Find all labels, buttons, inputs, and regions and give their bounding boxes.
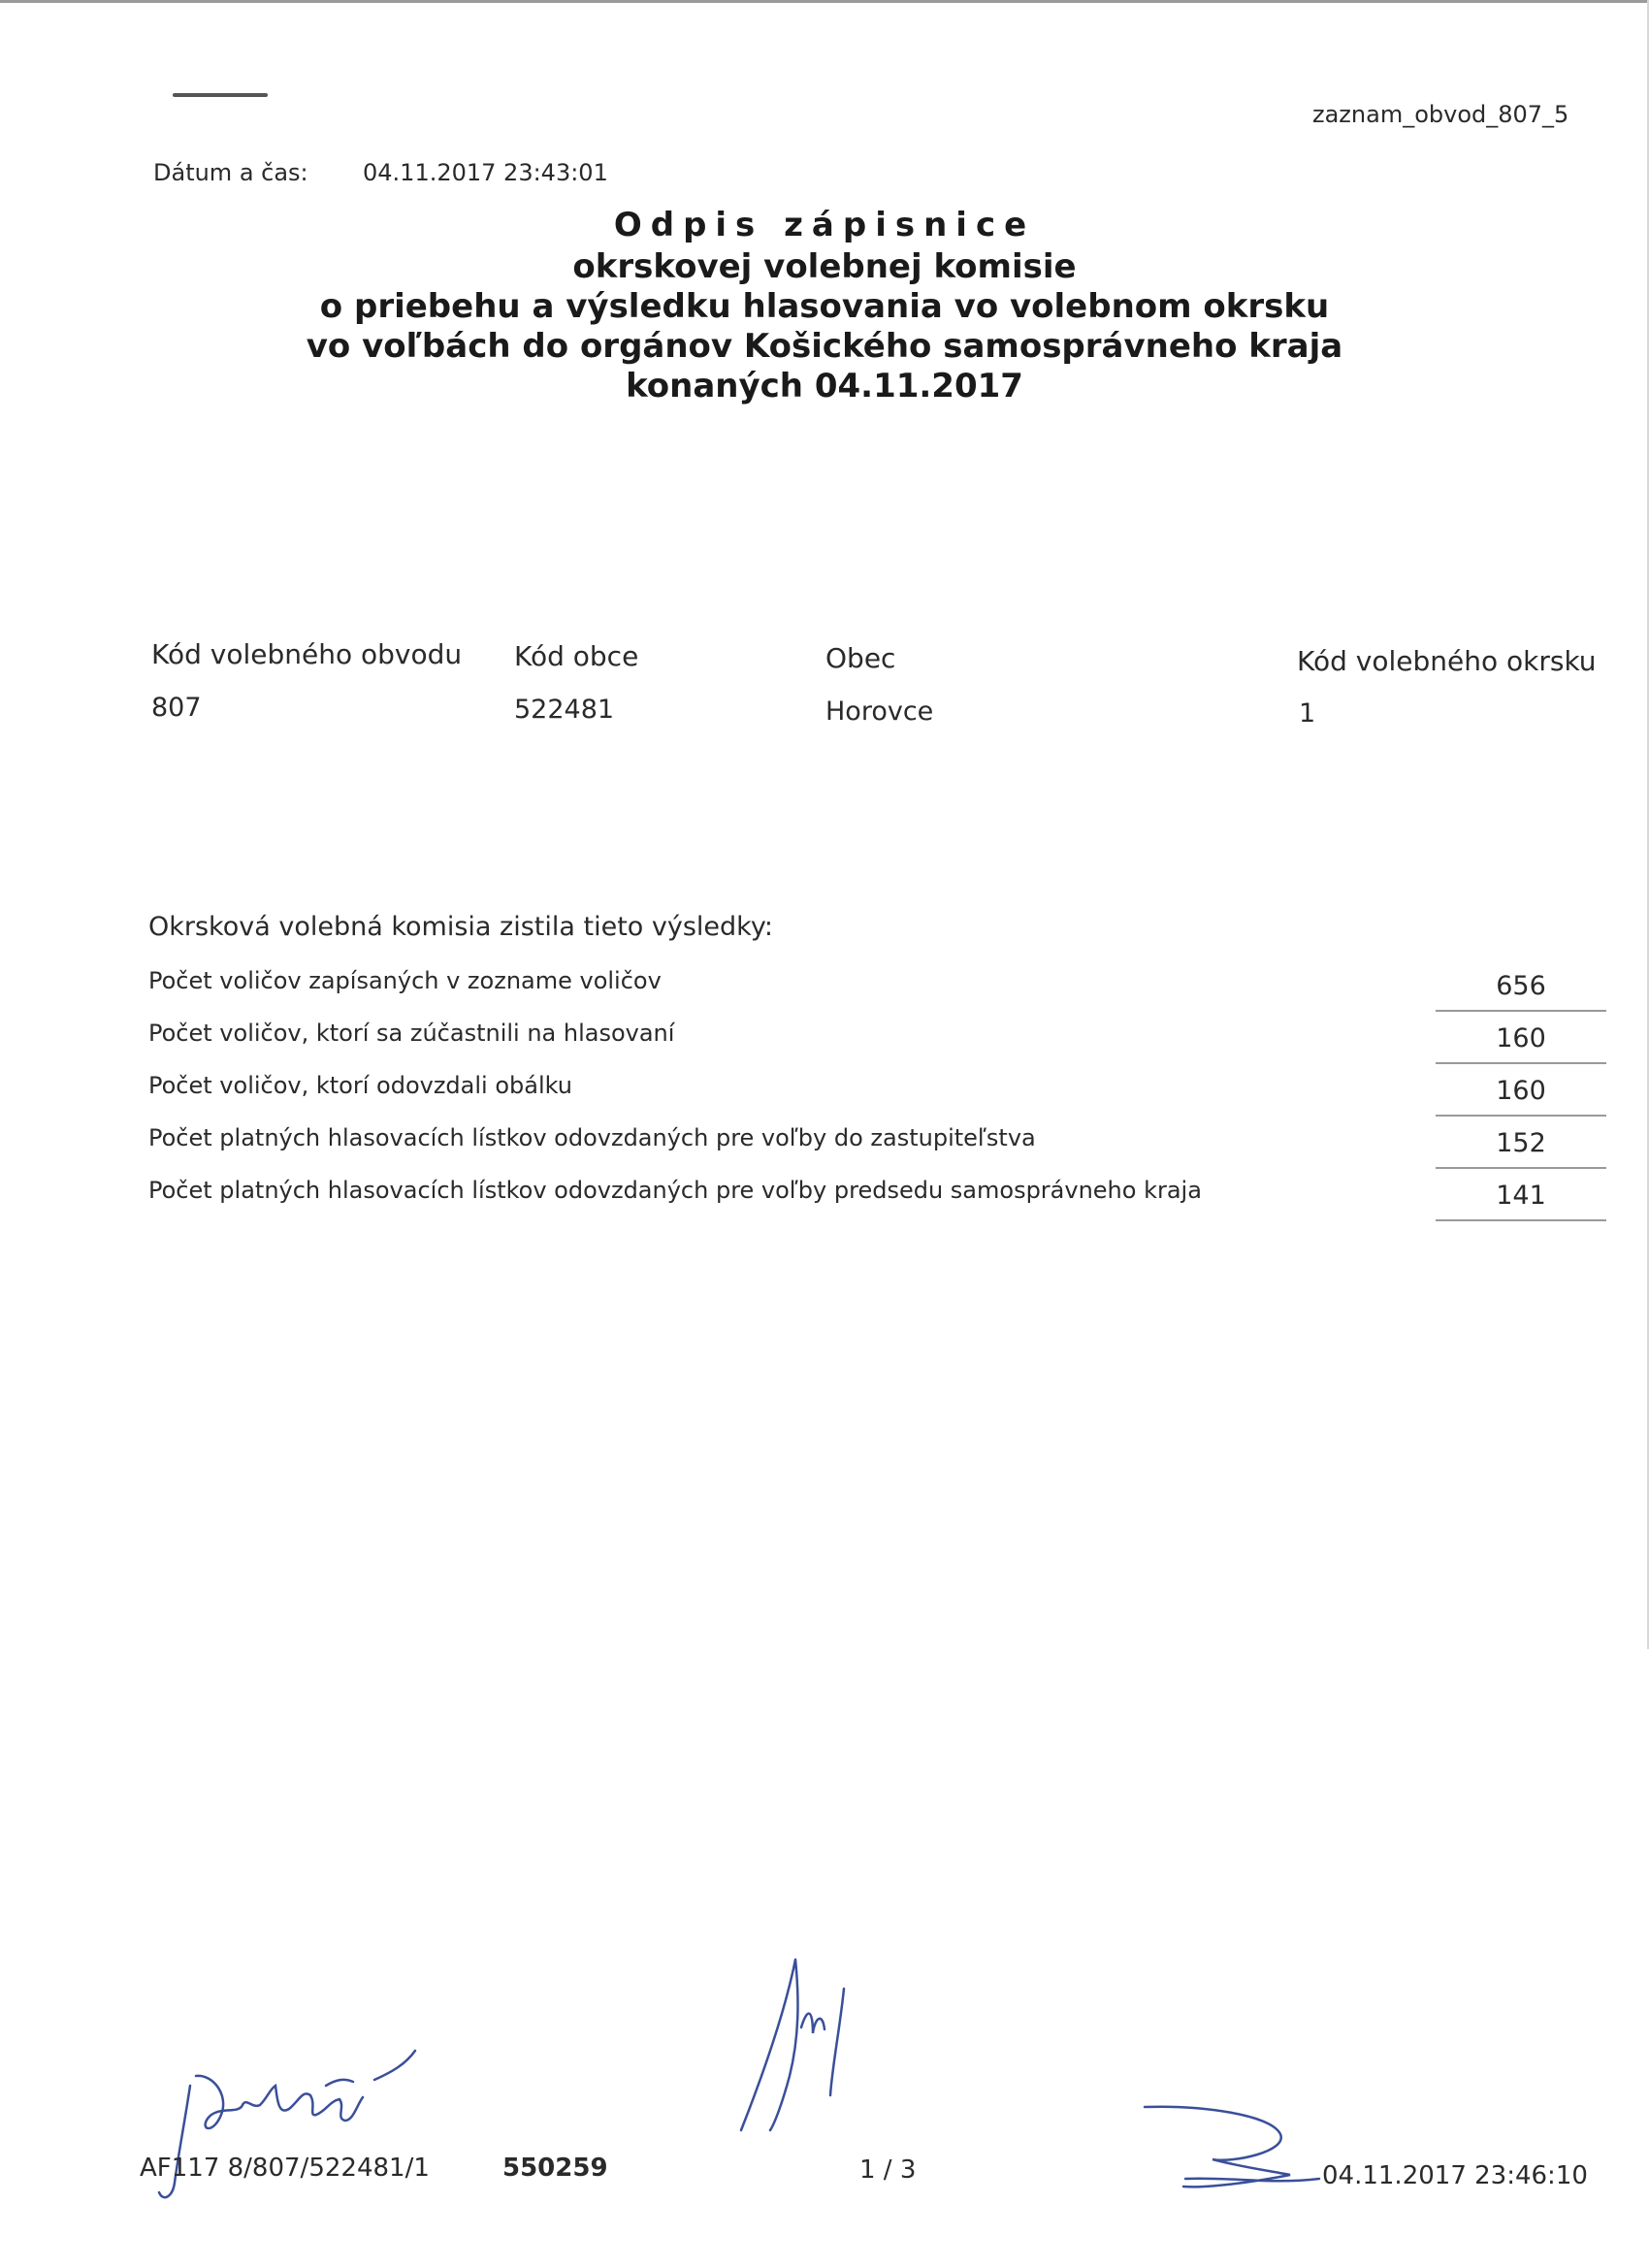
header-precinct-code: Kód volebného okrsku [1297, 645, 1597, 677]
result-underline [1436, 1115, 1606, 1117]
signature-right [1125, 2095, 1339, 2202]
results-intro: Okrsková volebná komisia zistila tieto výsledky: [148, 912, 773, 942]
result-underline [1436, 1219, 1606, 1221]
result-underline [1436, 1062, 1606, 1064]
value-precinct-code: 1 [1299, 698, 1316, 729]
signature-middle [698, 1940, 892, 2154]
result-underline [1436, 1010, 1606, 1012]
result-value: 160 [1496, 1023, 1546, 1053]
value-municipality-code: 522481 [514, 695, 615, 725]
signature-left [146, 2037, 427, 2212]
header-municipality: Obec [825, 642, 896, 674]
footer-page: 1 / 3 [859, 2155, 917, 2185]
title-line-4: vo voľbách do orgánov Košického samosprávneho kraja [306, 327, 1343, 366]
header-district-code: Kód volebného obvodu [151, 638, 463, 670]
date-label: Dátum a čas: [153, 159, 308, 186]
title-line-2: okrskovej volebnej komisie [572, 247, 1077, 286]
footer-number: 550259 [502, 2154, 608, 2183]
title-line-1: Odpis zápisnice [613, 206, 1036, 244]
value-district-code: 807 [151, 693, 202, 723]
footer-doc-code: AF117 8/807/522481/1 [140, 2154, 430, 2183]
result-value: 152 [1496, 1128, 1546, 1158]
date-value: 04.11.2017 23:43:01 [363, 159, 608, 186]
title-line-3: o priebehu a výsledku hlasovania vo volebnom okrsku [319, 287, 1330, 326]
header-municipality-code: Kód obce [514, 640, 639, 672]
result-label: Počet platných hlasovacích lístkov odovzdaných pre voľby predsedu samosprávneho kraja [148, 1177, 1202, 1204]
top-left-mark [173, 93, 268, 97]
file-code: zaznam_obvod_807_5 [1312, 101, 1569, 128]
scan-edge-top [0, 0, 1649, 3]
result-label: Počet voličov, ktorí odovzdali obálku [148, 1072, 572, 1099]
result-value: 160 [1496, 1076, 1546, 1106]
result-value: 656 [1496, 971, 1546, 1001]
footer-timestamp: 04.11.2017 23:46:10 [1322, 2161, 1588, 2190]
result-value: 141 [1496, 1181, 1546, 1211]
result-label: Počet voličov zapísaných v zozname voličov [148, 967, 662, 994]
result-label: Počet voličov, ktorí sa zúčastnili na hlasovaní [148, 1020, 675, 1047]
result-underline [1436, 1167, 1606, 1169]
value-municipality: Horovce [825, 697, 934, 727]
result-label: Počet platných hlasovacích lístkov odovzdaných pre voľby do zastupiteľstva [148, 1124, 1036, 1151]
title-line-5: konaných 04.11.2017 [626, 367, 1023, 405]
